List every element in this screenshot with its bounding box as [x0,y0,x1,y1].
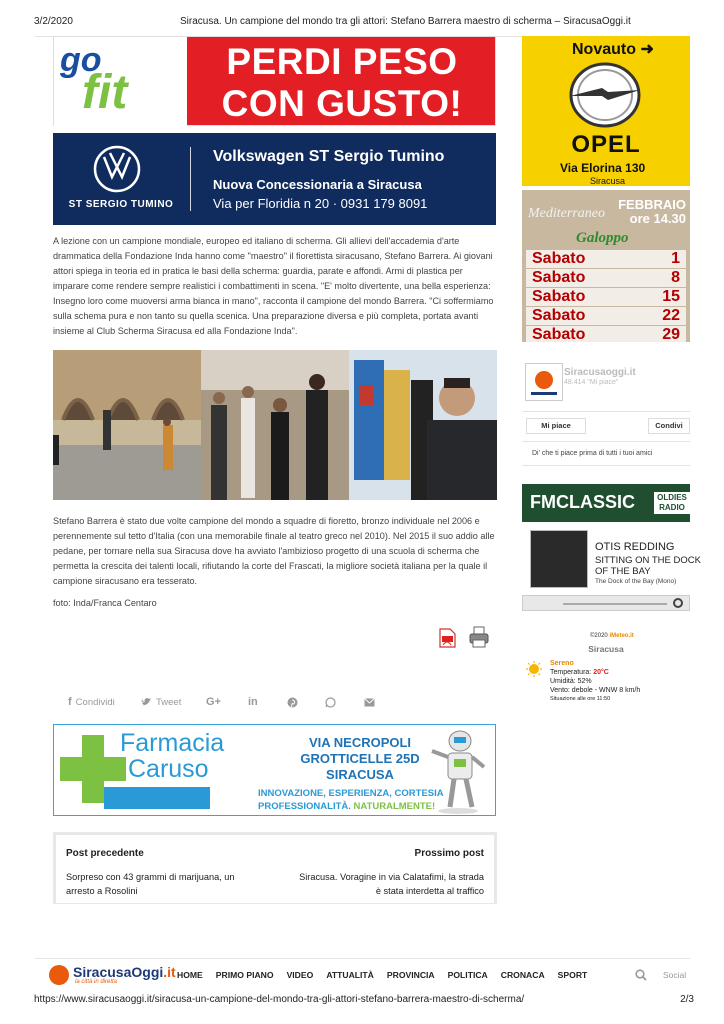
print-url: https://www.siracusaoggi.it/siracusa-un-campione-del-mondo-tra-gli-attori-stefano-barrera-maestro-di-scherma/ [34,994,525,1005]
print-header [34,16,694,30]
print-footer [34,994,694,1008]
nav-video[interactable]: VIDEO [286,970,314,980]
nav-sport[interactable]: SPORT [557,970,588,980]
farmacia-slogan [258,787,444,813]
album-cover-image [530,530,588,588]
nav-provincia[interactable]: PROVINCIA [386,970,435,980]
farmacia-slogan-1: INNOVAZIONE, ESPERIENZA, CORTESIA [258,788,444,799]
weather-widget [522,630,690,710]
opel-city: Siracusa [590,176,626,186]
vw-logo-icon [93,145,141,193]
fmclassic-header [522,484,690,522]
ippodromo-date-row [526,326,686,344]
linkedin-icon: in [248,696,258,708]
nav-home[interactable]: HOME [177,970,203,980]
ippodromo-month-label: FEBBRAIO [618,197,686,212]
share-facebook-label: Condividi [75,696,115,708]
meteo-updated: Situazione alle ore 11:50 [550,696,611,702]
fb-share-button[interactable]: Condivi [648,418,690,434]
meteo-temperature: Temperatura: 20°C [550,669,609,676]
pdf-icon[interactable] [438,628,456,648]
fmclassic-brand: FMCLASSIC [530,492,635,512]
ippodromo-dates [526,250,686,345]
googleplus-icon: G+ [206,696,221,708]
ippodromo-type: Galoppo [576,230,629,246]
photo-credit: foto: Inda/Franca Centaro [53,598,157,608]
vw-divider [190,147,191,211]
site-logo[interactable]: SiracusaOggi.it [73,964,176,980]
main-menu [177,970,587,980]
novauto-label: Novauto ➜ [572,41,654,58]
audio-player[interactable] [522,595,690,611]
ippodromo-venue: Mediterraneo [528,206,605,221]
ippodromo-time: ore 14.30 [629,211,686,227]
next-post-label: Prossimo post [414,848,484,859]
ippodromo-date-row [526,250,686,268]
nav-attualita[interactable]: ATTUALITÀ [326,970,374,980]
vw-address: Via per Floridia n 20 · 0931 179 8091 [213,196,428,211]
ippodromo-date-row [526,307,686,325]
siracusaoggi-logo-icon[interactable] [49,965,69,985]
gofit-logo-go: go [60,41,102,79]
next-post-link[interactable]: Siracusa. Voragine in via Calatafimi, la strada è stata interdetta al traffico [299,872,484,896]
meteo-condition: Sereno [550,660,574,667]
date-day: Sabato [532,288,586,305]
farmacia-name-1: Farmacia [120,729,225,757]
ippodromo-date-row [526,288,686,306]
play-button[interactable] [673,598,683,608]
fb-divider [522,465,690,466]
share-linkedin-button[interactable] [248,694,258,710]
fb-divider [522,441,690,442]
whatsapp-icon [325,697,336,708]
meteo-humidity: Umidità: 52% [550,678,592,685]
gofit-ad-banner[interactable] [53,36,496,126]
site-navbar [35,958,690,990]
date-num: 8 [671,269,680,286]
farmacia-address: VIA NECROPOLI GROTTICELLE 25D SIRACUSA [300,735,420,782]
print-page-number: 2/3 [680,994,694,1005]
meteo-wind: Vento: debole - WNW 8 km/h [550,687,641,694]
print-date: 3/2/2020 [34,16,73,27]
farmacia-blue-bar [104,787,210,809]
ippodromo-ad-banner[interactable] [522,190,690,342]
fmclassic-radio-widget[interactable] [522,484,701,614]
now-playing-song: SITTING ON THE DOCK [595,555,701,566]
photo-pane-barrera [349,350,497,500]
nav-cronaca[interactable]: CRONACA [500,970,545,980]
vw-dealer-name-small: ST SERGIO TUMINO [68,199,174,210]
share-twitter-button[interactable] [141,694,181,710]
gofit-logo-fit: fit [82,66,128,119]
volume-slider[interactable] [563,603,667,605]
robot-mascot-icon [424,727,492,815]
now-playing-song-line2: OF THE BAY [595,566,651,577]
share-whatsapp-button[interactable] [325,694,336,710]
date-day: Sabato [532,269,586,286]
date-num: 22 [662,307,680,324]
article-paragraph-2: Stefano Barrera è stato due volte campione del mondo a squadre di fioretto, bronzo individuale nel 2006 e perennemente sul tetto d'Italia (con una memorabile finale al teatro greco nel 2010). Nel 2015 il suo addio alle pedane, per tornare nella sua Siracusa dove ha avviato l'ambizioso progetto di una scuola di scherma che permetta la crescita dei talenti locali, rifiutando la corte del Frascati, la migliore società italiana per la quale il campione siracusano era tesserato. [53,516,495,586]
prev-post-label: Post precedente [66,848,144,859]
nav-primo-piano[interactable]: PRIMO PIANO [215,970,274,980]
article-paragraph-1: A lezione con un campione mondiale, europeo ed italiano di scherma. Gli allievi dell'accademia d'arte drammatica della Fondazione Inda hanno come "maestro" il fiorettista siracusano, Stefano Barrera. Ai giovani attori spiega in teoria ed in pratica le basi della scherma: guardia, parate e affondi. Armi di plastica per imparare come rendere sempre realistici i combattimenti in scena. "E' molto divertente, una bella esperienza: Insegno loro come muoversi arma bianca in mano", racconta il campione del mondo Barrera. "Ci soffermiamo sulla schema pura e non tanto su quella scenica. Una preparazione diversa e più completa, portata avanti insieme al Club Scherma Siracusa ed alla Fondazione Inda". [53,236,494,336]
page-avatar[interactable] [525,363,563,401]
print-title: Siracusa. Un campione del mondo tra gli attori: Stefano Barrera maestro di scherma – SiracusaOggi.it [180,16,631,27]
farmacia-ad-banner[interactable] [53,724,496,816]
sun-icon [526,661,542,677]
social-label[interactable]: Social [663,970,687,980]
siracusaoggi-logo-icon [526,364,562,400]
facebook-icon: f [68,696,72,708]
ippodromo-month [618,198,686,227]
share-facebook-button[interactable] [68,694,115,710]
opel-ad-banner[interactable] [522,36,690,186]
opel-address: Via Elorina 130 [560,161,646,175]
share-twitter-label: Tweet [156,696,182,708]
fmclassic-oldies-badge: OLDIES RADIO [654,492,690,514]
gofit-logo [54,37,187,127]
date-day: Sabato [532,326,586,343]
share-googleplus-button[interactable] [206,694,221,710]
site-tagline: la città in diretta [75,979,118,985]
print-icon[interactable] [469,626,489,648]
post-navigation [53,832,497,904]
now-playing-artist: OTIS REDDING [595,541,675,553]
farmacia-slogan-2: PROFESSIONALITÀ. NATURALMENTE! [258,801,436,812]
opel-logo-icon [562,60,648,130]
prev-post-link[interactable]: Sorpreso con 43 grammi di marijuana, un arresto a Rosolini [66,872,235,896]
pinterest-icon [287,697,298,708]
fb-friends-text: Di' che ti piace prima di tutti i tuoi amici [532,450,653,457]
share-pinterest-button[interactable] [287,694,298,710]
meteo-city: Siracusa [588,644,624,654]
fb-like-count: 48.414 "Mi piace" [564,379,619,386]
date-day: Sabato [532,307,586,324]
photo-pane-fencers [201,350,349,500]
email-icon [364,698,375,707]
meteo-details [550,659,640,695]
now-playing-album: The Dock of the Bay (Mono) [595,578,677,585]
photo-pane-courtyard [53,350,201,500]
gofit-headline-2: CON GUSTO! [221,83,463,124]
fb-like-button[interactable]: Mi piace [526,418,586,434]
fb-divider [522,411,690,412]
article-photo[interactable] [53,350,497,500]
fb-page-name[interactable]: Siracusaoggi.it [564,367,636,378]
gofit-headline-1: PERDI PESO [226,41,458,82]
share-email-button[interactable] [364,694,375,710]
nav-politica[interactable]: POLITICA [447,970,488,980]
vw-subline: Nuova Concessionaria a Siracusa [213,177,422,192]
search-icon[interactable] [635,969,647,981]
meteo-copyright[interactable]: ©2020 iMeteo.it [590,633,634,639]
date-num: 29 [662,326,680,343]
vw-headline: Volkswagen ST Sergio Tumino [213,148,445,165]
ippodromo-date-row [526,269,686,287]
date-num: 1 [671,250,680,267]
date-day: Sabato [532,250,586,267]
date-num: 15 [662,288,680,305]
facebook-page-widget [522,355,690,467]
volkswagen-ad-banner[interactable] [53,133,496,225]
twitter-icon [141,697,152,707]
opel-brand: OPEL [571,131,641,158]
farmacia-name-2: Caruso [128,755,209,783]
